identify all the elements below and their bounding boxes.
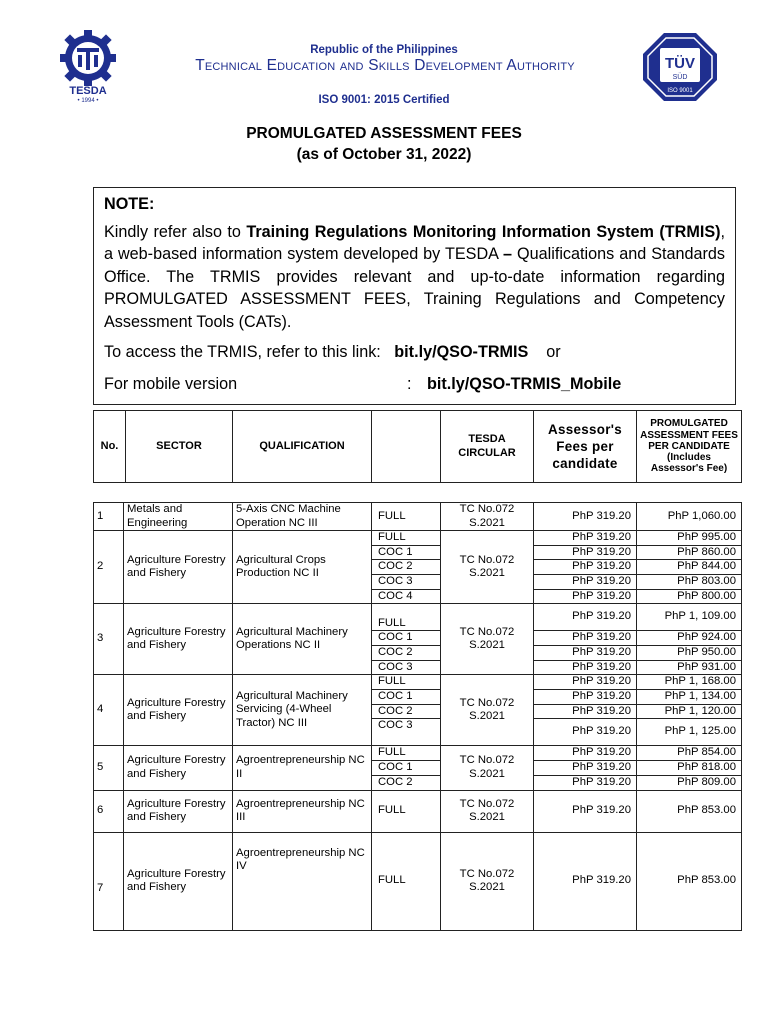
assessment-type: FULL bbox=[372, 531, 441, 546]
assessor-fee-cell: PhP 319.20 bbox=[534, 719, 637, 746]
assessment-type: COC 2 bbox=[372, 776, 441, 791]
assessor-fee-cell: PhP 319.20 bbox=[534, 503, 637, 531]
promulgated-fee-cell: PhP 803.00 bbox=[637, 574, 742, 589]
tuv-logo-iso: ISO 9001 bbox=[667, 88, 693, 94]
row-number: 6 bbox=[94, 790, 124, 832]
circular-cell: TC No.072 S.2021 bbox=[441, 604, 534, 675]
promulgated-fee-cell: PhP 1, 134.00 bbox=[637, 689, 742, 704]
assessor-fee-cell: PhP 319.20 bbox=[534, 746, 637, 761]
promulgated-fee-cell: PhP 844.00 bbox=[637, 560, 742, 575]
table-row bbox=[94, 832, 742, 930]
circular-cell: TC No.072 S.2021 bbox=[441, 531, 534, 604]
title-line-1: PROMULGATED ASSESSMENT FEES bbox=[246, 125, 522, 142]
circular-cell: TC No.072 S.2021 bbox=[441, 675, 534, 746]
column-header-table bbox=[93, 410, 742, 483]
assessment-type: FULL bbox=[372, 503, 441, 531]
qualification-cell: Agricultural Crops Production NC II bbox=[233, 531, 372, 604]
assessor-fee-cell: PhP 319.20 bbox=[534, 776, 637, 791]
col-circular: TESDA CIRCULAR bbox=[441, 411, 534, 483]
assessor-fee-cell: PhP 319.20 bbox=[534, 604, 637, 631]
promulgated-fee-cell: PhP 1,060.00 bbox=[637, 503, 742, 531]
assessor-fee-cell: PhP 319.20 bbox=[534, 790, 637, 832]
qualification-cell: Agricultural Machinery Operations NC II bbox=[233, 604, 372, 675]
promulgated-fee-cell: PhP 1, 109.00 bbox=[637, 604, 742, 631]
note-text-post: Qualifications and Standards Office. The TRMIS provides relevant and up-to-date information regarding PROMULGATED ASSESSMENT FEES, Training Regulations and Competency Assessment Tools (CATs). bbox=[104, 245, 725, 331]
assessor-fee-cell: PhP 319.20 bbox=[534, 704, 637, 719]
promulgated-fee-cell: PhP 1, 120.00 bbox=[637, 704, 742, 719]
assessment-type: COC 1 bbox=[372, 689, 441, 704]
qualification-cell: Agroentrepreneurship NC III bbox=[233, 790, 372, 832]
promulgated-fee-cell: PhP 809.00 bbox=[637, 776, 742, 791]
mobile-label: For mobile version bbox=[104, 374, 238, 393]
row-number: 5 bbox=[94, 746, 124, 791]
col-sector: SECTOR bbox=[126, 411, 233, 483]
table-row bbox=[94, 790, 742, 832]
promulgated-fee-cell: PhP 853.00 bbox=[637, 832, 742, 930]
assessor-fee-cell: PhP 319.20 bbox=[534, 675, 637, 690]
row-number: 3 bbox=[94, 604, 124, 675]
assessment-type: COC 3 bbox=[372, 574, 441, 589]
qualification-cell: 5-Axis CNC Machine Operation NC III bbox=[233, 503, 372, 531]
tuv-logo-sub: SÜD bbox=[672, 74, 688, 81]
circular-cell: TC No.072 S.2021 bbox=[441, 790, 534, 832]
assessment-type: COC 3 bbox=[372, 719, 441, 746]
assessment-type: FULL bbox=[372, 604, 441, 631]
promulgated-fee-cell: PhP 950.00 bbox=[637, 646, 742, 661]
col-no: No. bbox=[94, 411, 126, 483]
note-text-trmis: Training Regulations Monitoring Information System (TRMIS) bbox=[246, 222, 721, 241]
assessor-fee-cell: PhP 319.20 bbox=[534, 761, 637, 776]
sector-cell: Agriculture Forestry and Fishery bbox=[124, 675, 233, 746]
promulgated-fee-cell: PhP 1, 125.00 bbox=[637, 719, 742, 746]
assessor-fee-cell: PhP 319.20 bbox=[534, 660, 637, 675]
qualification-cell: Agroentrepreneurship NC IV bbox=[233, 832, 372, 930]
assessment-type: COC 2 bbox=[372, 646, 441, 661]
circular-cell: TC No.072 S.2021 bbox=[441, 832, 534, 930]
assessment-type: COC 4 bbox=[372, 589, 441, 604]
row-number: 7 bbox=[94, 832, 124, 930]
promulgated-fee-cell: PhP 995.00 bbox=[637, 531, 742, 546]
sector-cell: Agriculture Forestry and Fishery bbox=[124, 746, 233, 791]
sector-cell: Agriculture Forestry and Fishery bbox=[124, 790, 233, 832]
promulgated-fee-cell: PhP 818.00 bbox=[637, 761, 742, 776]
col-qualification: QUALIFICATION bbox=[233, 411, 372, 483]
access-line bbox=[104, 341, 725, 364]
promulgated-fee-cell: PhP 931.00 bbox=[637, 660, 742, 675]
assessor-fee-cell: PhP 319.20 bbox=[534, 574, 637, 589]
assessment-type: COC 2 bbox=[372, 560, 441, 575]
sector-cell: Agriculture Forestry and Fishery bbox=[124, 832, 233, 930]
tesda-logo bbox=[55, 28, 121, 104]
assessment-type: COC 1 bbox=[372, 761, 441, 776]
assessment-type: COC 2 bbox=[372, 704, 441, 719]
tesda-logo-text: TESDA bbox=[69, 85, 107, 97]
tuv-sud-logo bbox=[642, 32, 718, 102]
authority-title: Technical Education and Skills Development Authority bbox=[195, 57, 575, 74]
circular-cell: TC No.072 S.2021 bbox=[441, 503, 534, 531]
tesda-logo-year: • 1994 • bbox=[77, 98, 99, 104]
trmis-link[interactable]: bit.ly/QSO-TRMIS bbox=[394, 343, 529, 361]
table-row bbox=[94, 531, 742, 546]
qualification-cell: Agricultural Machinery Servicing (4-Wheel Tractor) NC III bbox=[233, 675, 372, 746]
row-number: 1 bbox=[94, 503, 124, 531]
assessor-fee-cell: PhP 319.20 bbox=[534, 545, 637, 560]
note-text-mid: , a web-based information system developed by TESDA bbox=[104, 222, 726, 263]
assessor-fee-cell: PhP 319.20 bbox=[534, 631, 637, 646]
assessment-type: FULL bbox=[372, 746, 441, 761]
table-row bbox=[94, 746, 742, 761]
tuv-logo-text: TÜV bbox=[665, 55, 695, 72]
col-type bbox=[372, 411, 441, 483]
row-number: 2 bbox=[94, 531, 124, 604]
qualification-cell: Agroentrepreneurship NC II bbox=[233, 746, 372, 791]
access-or: or bbox=[546, 343, 561, 361]
col-assessor-fee: Assessor's Fees per candidate bbox=[534, 411, 637, 483]
assessment-type: FULL bbox=[372, 832, 441, 930]
promulgated-fee-cell: PhP 1, 168.00 bbox=[637, 675, 742, 690]
sector-cell: Agriculture Forestry and Fishery bbox=[124, 531, 233, 604]
document-title bbox=[0, 123, 768, 165]
assessor-fee-cell: PhP 319.20 bbox=[534, 560, 637, 575]
promulgated-fee-cell: PhP 924.00 bbox=[637, 631, 742, 646]
fees-table bbox=[93, 502, 742, 931]
fees-table-body bbox=[94, 503, 742, 931]
col-promulgated-fee: PROMULGATED ASSESSMENT FEES PER CANDIDATE (Includes Assessor's Fee) bbox=[637, 411, 742, 483]
mobile-colon: : bbox=[407, 374, 412, 393]
iso-certification: ISO 9001: 2015 Certified bbox=[318, 94, 450, 106]
access-label: To access the TRMIS, refer to this link: bbox=[104, 343, 381, 361]
note-paragraph bbox=[104, 221, 725, 334]
promulgated-fee-cell: PhP 860.00 bbox=[637, 545, 742, 560]
sector-cell: Agriculture Forestry and Fishery bbox=[124, 604, 233, 675]
assessor-fee-cell: PhP 319.20 bbox=[534, 589, 637, 604]
sector-cell: Metals and Engineering bbox=[124, 503, 233, 531]
title-line-2: (as of October 31, 2022) bbox=[296, 146, 472, 163]
promulgated-fee-cell: PhP 800.00 bbox=[637, 589, 742, 604]
assessment-type: COC 1 bbox=[372, 545, 441, 560]
assessment-type: FULL bbox=[372, 790, 441, 832]
republic-label: Republic of the Philippines bbox=[310, 44, 458, 56]
mobile-line bbox=[104, 373, 725, 395]
assessment-type: COC 3 bbox=[372, 660, 441, 675]
table-row bbox=[94, 604, 742, 631]
row-number: 4 bbox=[94, 675, 124, 746]
assessor-fee-cell: PhP 319.20 bbox=[534, 531, 637, 546]
note-box bbox=[93, 187, 736, 405]
note-text-pre: Kindly refer also to bbox=[104, 222, 247, 241]
note-heading: NOTE: bbox=[104, 195, 155, 213]
table-row bbox=[94, 503, 742, 531]
trmis-mobile-link[interactable]: bit.ly/QSO-TRMIS_Mobile bbox=[427, 374, 622, 393]
assessor-fee-cell: PhP 319.20 bbox=[534, 646, 637, 661]
assessment-type: COC 1 bbox=[372, 631, 441, 646]
note-text-dash: – bbox=[503, 245, 513, 263]
assessor-fee-cell: PhP 319.20 bbox=[534, 832, 637, 930]
table-row bbox=[94, 675, 742, 690]
assessor-fee-cell: PhP 319.20 bbox=[534, 689, 637, 704]
circular-cell: TC No.072 S.2021 bbox=[441, 746, 534, 791]
assessment-type: FULL bbox=[372, 675, 441, 690]
promulgated-fee-cell: PhP 854.00 bbox=[637, 746, 742, 761]
promulgated-fee-cell: PhP 853.00 bbox=[637, 790, 742, 832]
